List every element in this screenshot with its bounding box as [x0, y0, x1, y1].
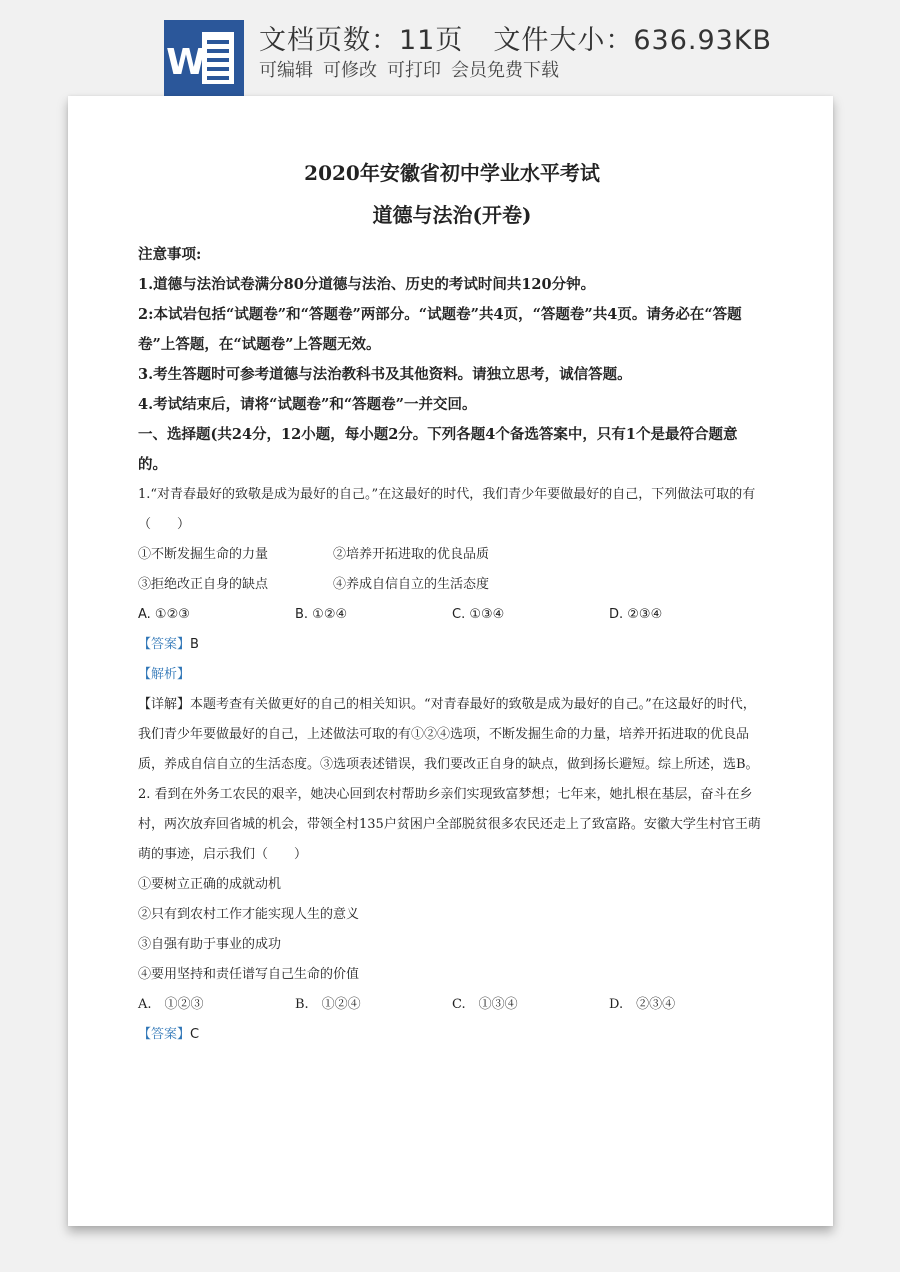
answer-value: B — [190, 637, 199, 652]
feature-member-download: 会员免费下载 — [451, 60, 559, 81]
document-content — [138, 156, 766, 1050]
notice-heading: 注意事项: — [138, 246, 202, 263]
option-d: D. ②③④ — [609, 607, 663, 622]
option-a: A. ①②③ — [138, 607, 190, 622]
feature-modifiable: 可修改 — [323, 60, 377, 81]
svg-text:W: W — [166, 42, 206, 83]
notice-item: 1.道德与法治试卷满分80分道德与法治、历史的考试时间共120分钟。 — [138, 276, 596, 293]
exam-title: 2020年安徽省初中学业水平考试 — [304, 161, 600, 185]
statement-item: ③自强有助于事业的成功 — [138, 937, 282, 952]
detail-text: 本题考查有关做更好的自己的相关知识。“对青春最好的致敬是成为最好的自己。”在这最好的时代，我们青少年要做最好的自己，上述做法可取的有①②④选项，不断发掘生命的力量，培养开拓进取的优良品质，养成自信自立的生活态度。③选项表述错误，我们要改正自身的缺点，做到扬长避短。综上所述，选B。 — [138, 697, 759, 772]
question-1-items-row — [138, 540, 766, 570]
option-d: D. ②③④ — [609, 997, 676, 1012]
statement-item: ①要树立正确的成就动机 — [138, 877, 282, 892]
feature-list — [259, 56, 569, 82]
question-2-answer — [138, 1020, 766, 1050]
answer-tag: 【答案】 — [138, 1027, 191, 1042]
section-heading: 一、选择题(共24分，12小题，每小题2分。下列各题4个备选答案中，只有1个是最符合题意的。 — [138, 426, 738, 473]
question-2-options — [138, 990, 766, 1020]
question-1-detail — [138, 690, 766, 780]
option-a: A. ①②③ — [138, 997, 204, 1012]
file-size: 文件大小：636.93KB — [493, 25, 773, 56]
statement-item: ③拒绝改正自身的缺点 — [138, 577, 269, 592]
document-page — [68, 96, 833, 1226]
answer-tag: 【答案】 — [138, 637, 191, 652]
download-banner — [0, 0, 900, 96]
option-b: B. ①②④ — [295, 997, 361, 1012]
analysis-tag: 【解析】 — [138, 667, 191, 682]
statement-item: ④养成自信自立的生活态度 — [333, 577, 490, 592]
option-c: C. ①③④ — [452, 997, 518, 1012]
notice-item: 3.考生答题时可参考道德与法治教科书及其他资料。请独立思考，诚信答题。 — [138, 366, 632, 383]
answer-value: C — [190, 1027, 200, 1042]
option-c: C. ①③④ — [452, 607, 505, 622]
feature-printable: 可打印 — [387, 60, 441, 81]
word-document-icon — [164, 20, 244, 96]
notice-item: 4.考试结束后，请将“试题卷”和“答题卷”一并交回。 — [138, 396, 477, 413]
statement-item: ④要用坚持和责任谱写自己生命的价值 — [138, 967, 360, 982]
exam-subtitle: 道德与法治(开卷) — [372, 203, 532, 227]
statement-item: ②只有到农村工作才能实现人生的意义 — [138, 907, 360, 922]
notice-item: 2:本试岩包括“试题卷”和“答题卷”两部分。“试题卷”共4页，“答题卷”共4页。请务必在“答题卷”上答题，在“试题卷”上答题无效。 — [138, 306, 742, 353]
question-1-items-row — [138, 570, 766, 600]
detail-tag: 【详解】 — [138, 697, 191, 712]
statement-item: ②培养开拓进取的优良品质 — [333, 547, 490, 562]
option-b: B. ①②④ — [295, 607, 348, 622]
question-1-stem: 1.“对青春最好的致敬是成为最好的自己。”在这最好的时代，我们青少年要做最好的自己，下列做法可取的有（ ） — [138, 487, 756, 532]
feature-editable: 可编辑 — [259, 60, 313, 81]
statement-item: ①不断发掘生命的力量 — [138, 547, 269, 562]
page-count: 文档页数：11页 — [259, 25, 464, 56]
question-1-options — [138, 600, 766, 630]
question-2-stem: 2. 看到在外务工农民的艰辛，她决心回到农村帮助乡亲们实现致富梦想；七年来，她扎根在基层，奋斗在乡村，两次放弃回省城的机会，带领全村135户贫困户全部脱贫很多农民还走上了致富路。安徽大学生村官王萌萌的事迹，启示我们（ ） — [138, 787, 761, 862]
question-1-answer — [138, 630, 766, 660]
file-stats — [259, 18, 772, 57]
